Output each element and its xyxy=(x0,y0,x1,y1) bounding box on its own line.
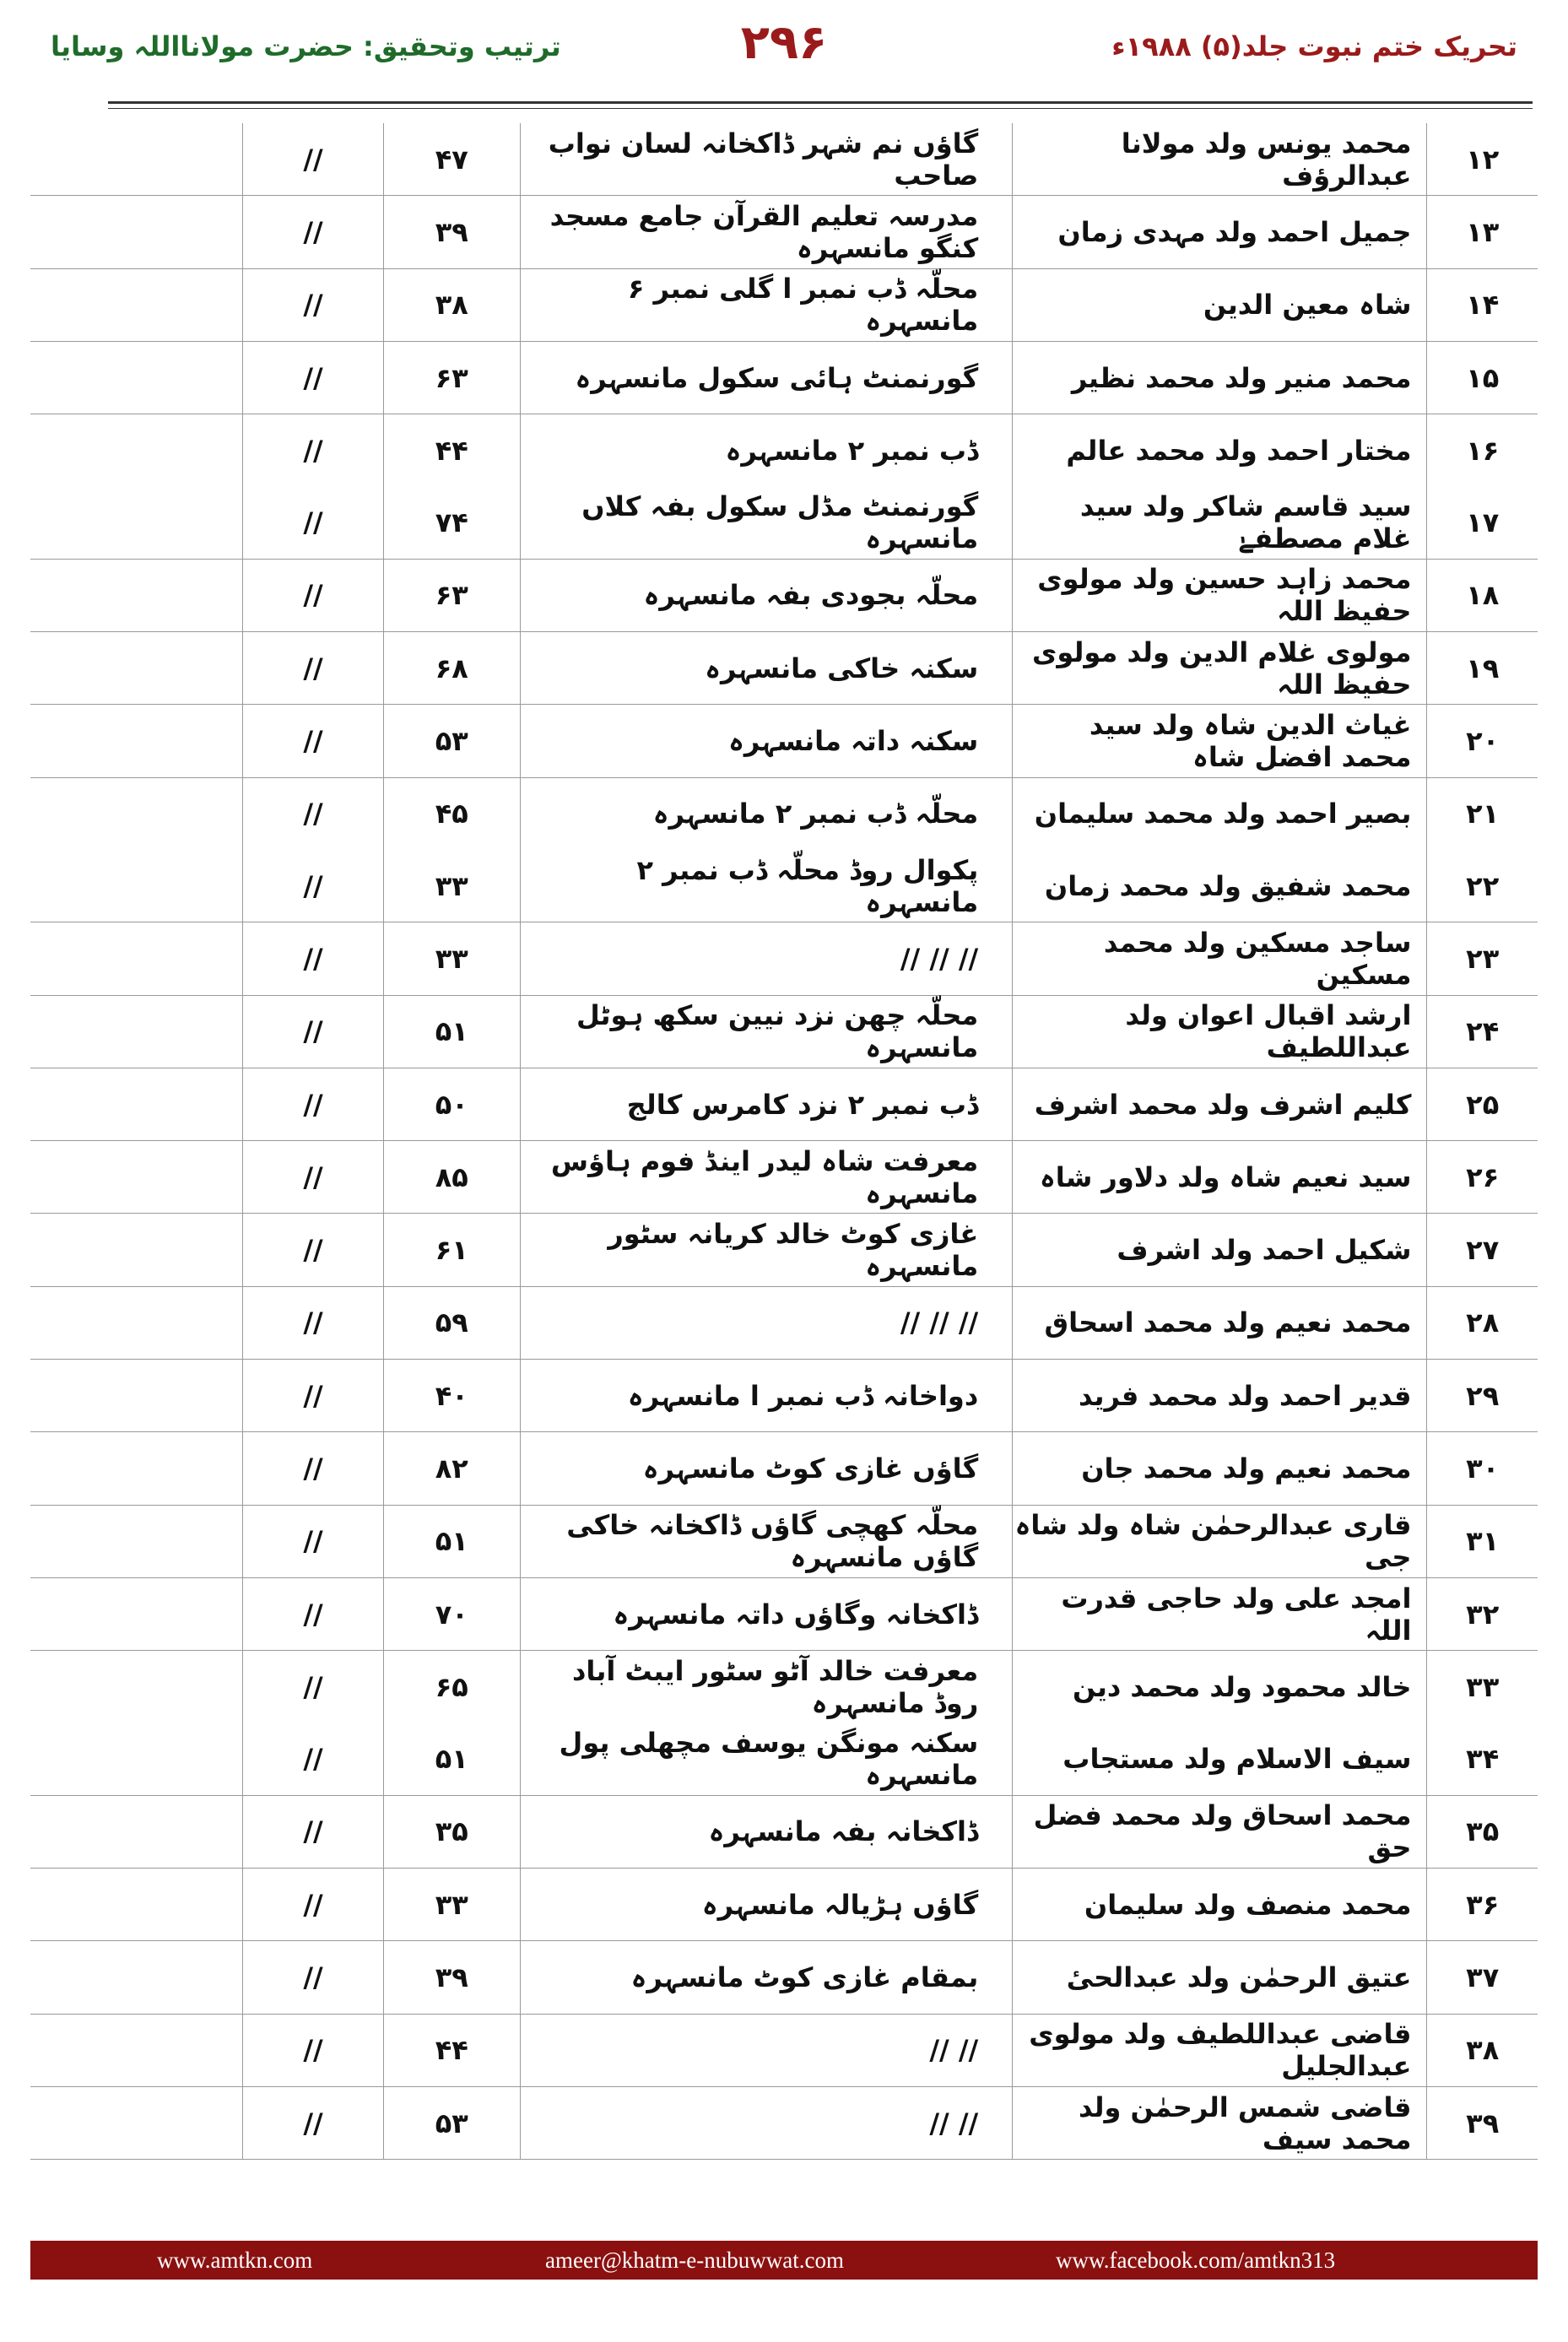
table-row xyxy=(30,1360,1538,1432)
page-footer xyxy=(30,2241,1538,2280)
table-row xyxy=(30,196,1538,268)
table-row xyxy=(30,1286,1538,1359)
ditto-mark: // xyxy=(243,705,384,777)
page-header xyxy=(0,0,1568,101)
blank-cell xyxy=(30,1941,243,2014)
address: گاؤں غازی کوٹ مانسہرہ xyxy=(520,1432,1013,1505)
address: // // // xyxy=(520,922,1013,995)
age: ۳۳ xyxy=(383,922,520,995)
age: ۷۰ xyxy=(383,1577,520,1650)
age: ۴۴ xyxy=(383,2014,520,2086)
table-row xyxy=(30,2087,1538,2160)
table-row xyxy=(30,632,1538,705)
table-row xyxy=(30,777,1538,850)
blank-cell xyxy=(30,1286,243,1359)
address: محلّہ چھن نزد نیین سکھ ہوٹل مانسہرہ xyxy=(520,995,1013,1068)
age: ۳۹ xyxy=(383,196,520,268)
serial-number: ۳۴ xyxy=(1427,1723,1538,1796)
blank-cell xyxy=(30,1577,243,1650)
address: غازی کوٹ خالد کریانہ سٹور مانسہرہ xyxy=(520,1214,1013,1286)
ditto-mark: // xyxy=(243,1941,384,2014)
person-name: محمد اسحاق ولد محمد فضل حق xyxy=(1013,1795,1427,1868)
header-rule xyxy=(108,101,1533,104)
blank-cell xyxy=(30,1360,243,1432)
address: گورنمنٹ ہائی سکول مانسہرہ xyxy=(520,341,1013,414)
person-name: شاہ معین الدین xyxy=(1013,268,1427,341)
age: ۳۳ xyxy=(383,1869,520,1941)
address: محلّہ کھچی گاؤں ڈاکخانہ خاکی گاؤں مانسہرہ xyxy=(520,1505,1013,1577)
age: ۶۵ xyxy=(383,1651,520,1723)
person-name: محمد منیر ولد محمد نظیر xyxy=(1013,341,1427,414)
ditto-mark: // xyxy=(243,1360,384,1432)
serial-number: ۲۴ xyxy=(1427,995,1538,1068)
serial-number: ۳۵ xyxy=(1427,1795,1538,1868)
person-name: بصیر احمد ولد محمد سلیمان xyxy=(1013,777,1427,850)
serial-number: ۳۰ xyxy=(1427,1432,1538,1505)
blank-cell xyxy=(30,559,243,631)
ditto-mark: // xyxy=(243,777,384,850)
ditto-mark: // xyxy=(243,1869,384,1941)
blank-cell xyxy=(30,414,243,487)
table-row xyxy=(30,850,1538,922)
person-name: سیف الاسلام ولد مستجاب xyxy=(1013,1723,1427,1796)
serial-number: ۲۶ xyxy=(1427,1141,1538,1214)
blank-cell xyxy=(30,2087,243,2160)
address: گاؤں ہڑیالہ مانسہرہ xyxy=(520,1869,1013,1941)
person-name: ساجد مسکین ولد محمد مسکین xyxy=(1013,922,1427,995)
address: ڈاکخانہ وگاؤں داتہ مانسہرہ xyxy=(520,1577,1013,1650)
table-row xyxy=(30,1432,1538,1505)
blank-cell xyxy=(30,922,243,995)
footer-email-link[interactable]: ameer@khatm-e-nubuwwat.com xyxy=(545,2247,844,2273)
age: ۴۰ xyxy=(383,1360,520,1432)
serial-number: ۳۷ xyxy=(1427,1941,1538,2014)
ditto-mark: // xyxy=(243,1577,384,1650)
person-name: مولوی غلام الدین ولد مولوی حفیظ اللہ xyxy=(1013,632,1427,705)
person-name: سید قاسم شاکر ولد سید غلام مصطفےٰ xyxy=(1013,486,1427,559)
table-row xyxy=(30,414,1538,487)
address: ڈب نمبر ۲ مانسہرہ xyxy=(520,414,1013,487)
address: محلّہ ڈب نمبر ۲ مانسہرہ xyxy=(520,777,1013,850)
person-name: شکیل احمد ولد اشرف xyxy=(1013,1214,1427,1286)
table-row xyxy=(30,341,1538,414)
blank-cell xyxy=(30,1068,243,1140)
ditto-mark: // xyxy=(243,341,384,414)
address: // // // xyxy=(520,1286,1013,1359)
ditto-mark: // xyxy=(243,995,384,1068)
table-row xyxy=(30,559,1538,631)
age: ۶۳ xyxy=(383,341,520,414)
footer-website-link[interactable]: www.amtkn.com xyxy=(157,2247,313,2273)
book-title: تحریک ختم نبوت جلد(۵) ۱۹۸۸ء xyxy=(1111,30,1517,62)
ditto-mark: // xyxy=(243,196,384,268)
person-name: قاضی عبداللطیف ولد مولوی عبدالجلیل xyxy=(1013,2014,1427,2086)
serial-number: ۳۶ xyxy=(1427,1869,1538,1941)
address: سکنہ داتہ مانسہرہ xyxy=(520,705,1013,777)
ditto-mark: // xyxy=(243,1214,384,1286)
serial-number: ۱۸ xyxy=(1427,559,1538,631)
person-name: عتیق الرحمٰن ولد عبدالحیٔ xyxy=(1013,1941,1427,2014)
person-name: جمیل احمد ولد مہدی زمان xyxy=(1013,196,1427,268)
address: مدرسہ تعلیم القرآن جامع مسجد کنگو مانسہرہ xyxy=(520,196,1013,268)
serial-number: ۳۸ xyxy=(1427,2014,1538,2086)
table-row xyxy=(30,486,1538,559)
blank-cell xyxy=(30,1651,243,1723)
ditto-mark: // xyxy=(243,1068,384,1140)
table-row xyxy=(30,1068,1538,1140)
page-number: ۲۹۶ xyxy=(740,15,828,70)
table-row xyxy=(30,1141,1538,1214)
blank-cell xyxy=(30,632,243,705)
address: پکوال روڈ محلّہ ڈب نمبر ۲ مانسہرہ xyxy=(520,850,1013,922)
person-name: قدیر احمد ولد محمد فرید xyxy=(1013,1360,1427,1432)
blank-cell xyxy=(30,341,243,414)
address: گورنمنٹ مڈل سکول بفہ کلاں مانسہرہ xyxy=(520,486,1013,559)
person-name: خالد محمود ولد محمد دین xyxy=(1013,1651,1427,1723)
ditto-mark: // xyxy=(243,922,384,995)
address: ڈاکخانہ بفہ مانسہرہ xyxy=(520,1795,1013,1868)
table-row xyxy=(30,1795,1538,1868)
ditto-mark: // xyxy=(243,1651,384,1723)
person-name: ارشد اقبال اعوان ولد عبداللطیف xyxy=(1013,995,1427,1068)
ditto-mark: // xyxy=(243,1286,384,1359)
person-name: امجد علی ولد حاجی قدرت اللہ xyxy=(1013,1577,1427,1650)
age: ۵۳ xyxy=(383,705,520,777)
ditto-mark: // xyxy=(243,1141,384,1214)
blank-cell xyxy=(30,196,243,268)
address: // // xyxy=(520,2014,1013,2086)
person-name: قاضی شمس الرحمٰن ولد محمد سیف xyxy=(1013,2087,1427,2160)
blank-cell xyxy=(30,1432,243,1505)
age: ۵۳ xyxy=(383,2087,520,2160)
address: محلّہ بجودی بفہ مانسہرہ xyxy=(520,559,1013,631)
table-row xyxy=(30,1214,1538,1286)
serial-number: ۲۹ xyxy=(1427,1360,1538,1432)
blank-cell xyxy=(30,1795,243,1868)
footer-facebook-link[interactable]: www.facebook.com/amtkn313 xyxy=(1056,2247,1336,2273)
age: ۳۵ xyxy=(383,1795,520,1868)
ditto-mark: // xyxy=(243,123,384,196)
table-row xyxy=(30,705,1538,777)
header-rule-thin xyxy=(108,108,1533,109)
ditto-mark: // xyxy=(243,559,384,631)
person-name: محمد شفیق ولد محمد زمان xyxy=(1013,850,1427,922)
address: بمقام غازی کوٹ مانسہرہ xyxy=(520,1941,1013,2014)
serial-number: ۲۵ xyxy=(1427,1068,1538,1140)
serial-number: ۲۸ xyxy=(1427,1286,1538,1359)
age: ۵۹ xyxy=(383,1286,520,1359)
table-row xyxy=(30,123,1538,196)
names-table xyxy=(30,123,1538,2160)
blank-cell xyxy=(30,995,243,1068)
serial-number: ۱۳ xyxy=(1427,196,1538,268)
person-name: محمد منصف ولد سلیمان xyxy=(1013,1869,1427,1941)
address: معرفت خالد آٹو سٹور ایبٹ آباد روڈ مانسہرہ xyxy=(520,1651,1013,1723)
age: ۵۰ xyxy=(383,1068,520,1140)
person-name: محمد نعیم ولد محمد اسحاق xyxy=(1013,1286,1427,1359)
address: // // xyxy=(520,2087,1013,2160)
age: ۵۱ xyxy=(383,1505,520,1577)
compiler-credit: ترتیب وتحقیق: حضرت مولانااللہ وسایا xyxy=(51,30,561,62)
serial-number: ۲۰ xyxy=(1427,705,1538,777)
age: ۴۴ xyxy=(383,414,520,487)
person-name: قاری عبدالرحمٰن شاہ ولد شاہ جی xyxy=(1013,1505,1427,1577)
address: معرفت شاہ لیدر اینڈ فوم ہاؤس مانسہرہ xyxy=(520,1141,1013,1214)
blank-cell xyxy=(30,850,243,922)
table-row xyxy=(30,922,1538,995)
blank-cell xyxy=(30,1214,243,1286)
address: سکنہ مونگن یوسف مچھلی پول مانسہرہ xyxy=(520,1723,1013,1796)
age: ۳۸ xyxy=(383,268,520,341)
address: ڈب نمبر ۲ نزد کامرس کالج xyxy=(520,1068,1013,1140)
age: ۵۱ xyxy=(383,1723,520,1796)
blank-cell xyxy=(30,1505,243,1577)
serial-number: ۲۳ xyxy=(1427,922,1538,995)
ditto-mark: // xyxy=(243,486,384,559)
serial-number: ۳۳ xyxy=(1466,1670,1500,1703)
person-name: محمد نعیم ولد محمد جان xyxy=(1013,1432,1427,1505)
age: ۷۴ xyxy=(383,486,520,559)
serial-number: ۲۱ xyxy=(1466,798,1500,830)
ditto-mark: // xyxy=(243,2014,384,2086)
ditto-mark: // xyxy=(243,1432,384,1505)
ditto-mark: // xyxy=(243,1795,384,1868)
table-row xyxy=(30,1505,1538,1577)
age: ۳۹ xyxy=(383,1941,520,2014)
age: ۸۲ xyxy=(383,1432,520,1505)
blank-cell xyxy=(30,486,243,559)
serial-number: ۲۷ xyxy=(1427,1214,1538,1286)
age: ۴۵ xyxy=(383,777,520,850)
address: گاؤں نم شہر ڈاکخانہ لسان نواب صاحب xyxy=(520,123,1013,196)
blank-cell xyxy=(30,705,243,777)
blank-cell xyxy=(30,1723,243,1796)
person-name: محمد زاہد حسین ولد مولوی حفیظ اللہ xyxy=(1013,559,1427,631)
ditto-mark: // xyxy=(243,1505,384,1577)
person-name: محمد یونس ولد مولانا عبدالرؤف xyxy=(1013,123,1427,196)
address: محلّہ ڈب نمبر ا گلی نمبر ۶ مانسہرہ xyxy=(520,268,1013,341)
ditto-mark: // xyxy=(243,632,384,705)
person-name: کلیم اشرف ولد محمد اشرف xyxy=(1013,1068,1427,1140)
table-row xyxy=(30,1723,1538,1796)
age: ۵۱ xyxy=(383,995,520,1068)
age: ۶۳ xyxy=(383,559,520,631)
table-row xyxy=(30,1869,1538,1941)
person-name: سید نعیم شاہ ولد دلاور شاہ xyxy=(1013,1141,1427,1214)
serial-number: ۲۲ xyxy=(1427,850,1538,922)
table-row xyxy=(30,1651,1538,1723)
serial-number: ۳۱ xyxy=(1427,1505,1538,1577)
age: ۴۷ xyxy=(383,123,520,196)
ditto-mark: // xyxy=(243,414,384,487)
serial-number: ۳۲ xyxy=(1427,1577,1538,1650)
age: ۳۳ xyxy=(383,850,520,922)
table-row xyxy=(30,1577,1538,1650)
serial-number: ۱۲ xyxy=(1427,123,1538,196)
ditto-mark: // xyxy=(243,850,384,922)
ditto-mark: // xyxy=(243,268,384,341)
blank-cell xyxy=(30,123,243,196)
age: ۶۸ xyxy=(383,632,520,705)
blank-cell xyxy=(30,777,243,850)
person-name: غیاث الدین شاہ ولد سید محمد افضل شاہ xyxy=(1013,705,1427,777)
table-row xyxy=(30,1941,1538,2014)
address: سکنہ خاکی مانسہرہ xyxy=(520,632,1013,705)
serial-number: ۳۹ xyxy=(1427,2087,1538,2160)
ditto-mark: // xyxy=(243,2087,384,2160)
blank-cell xyxy=(30,2014,243,2086)
blank-cell xyxy=(30,268,243,341)
table-row xyxy=(30,268,1538,341)
table-row xyxy=(30,995,1538,1068)
person-name: مختار احمد ولد محمد عالم xyxy=(1013,414,1427,487)
serial-number: ۱۵ xyxy=(1427,341,1538,414)
address: دواخانہ ڈب نمبر ا مانسہرہ xyxy=(520,1360,1013,1432)
blank-cell xyxy=(30,1869,243,1941)
serial-number: ۱۶ xyxy=(1466,434,1500,467)
table-row xyxy=(30,2014,1538,2086)
serial-number: ۱۷ xyxy=(1427,486,1538,559)
ditto-mark: // xyxy=(243,1723,384,1796)
age: ۶۱ xyxy=(383,1214,520,1286)
age: ۸۵ xyxy=(383,1141,520,1214)
serial-number: ۱۴ xyxy=(1427,268,1538,341)
blank-cell xyxy=(30,1141,243,1214)
serial-number: ۱۹ xyxy=(1427,632,1538,705)
